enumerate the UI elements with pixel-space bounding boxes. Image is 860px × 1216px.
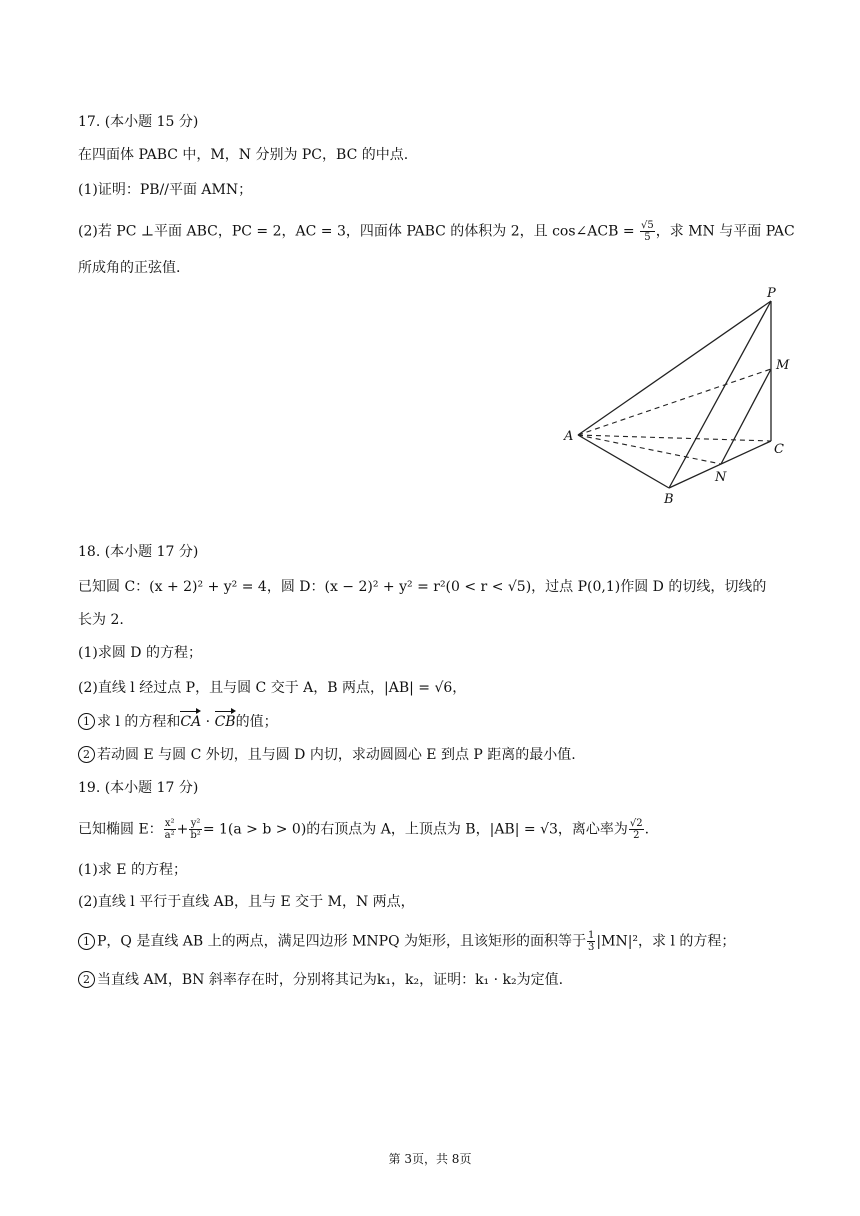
- q17-part2: [78, 220, 795, 243]
- q17-header: 17. (本小题 15 分): [78, 114, 199, 130]
- label-b: B: [664, 492, 674, 507]
- fraction-x2-a2: [164, 818, 176, 841]
- label-c: C: [774, 442, 784, 457]
- q18-line1: 已知圆 C：(x + 2)² + y² = 4，圆 D：(x − 2)² + y² = r²(0 < r < √5)，过点 P(0,1)作圆 D 的切线，切线的: [78, 579, 767, 595]
- q17-part2-text-b: ，求 MN 与平面 PAC: [655, 223, 795, 240]
- q18-line2: 长为 2.: [78, 612, 124, 628]
- frac4-num: 1: [588, 930, 595, 941]
- q19-sub2-text: 当直线 AM，BN 斜率存在时，分别将其记为k₁，k₂，证明：k₁ · k₂为定值.: [97, 972, 564, 988]
- frac2-num: y²: [190, 818, 201, 829]
- frac2-den: b²: [190, 830, 201, 841]
- segment-an-dashed: [578, 435, 721, 464]
- q19-line1: [78, 818, 649, 841]
- frac1-den: a²: [164, 830, 175, 841]
- q19-sub1-text-b: |MN|²，求 l 的方程；: [596, 933, 736, 950]
- frac3-num: √2: [629, 818, 643, 829]
- q17-cos-fraction: [640, 220, 655, 243]
- q18-sub1: [78, 712, 278, 732]
- fraction-eccentricity: [629, 818, 644, 841]
- q19-sub1: [78, 930, 735, 953]
- frac1-num: x²: [164, 818, 175, 829]
- q19-part2: (2)直线 l 平行于直线 AB，且与 E 交于 M，N 两点，: [78, 894, 415, 910]
- q18-part1: (1)求圆 D 的方程；: [78, 645, 202, 661]
- label-m: M: [776, 358, 790, 373]
- q18-dot: ·: [201, 714, 215, 730]
- q18-part2: (2)直线 l 经过点 P，且与圆 C 交于 A，B 两点，|AB| = √6，: [78, 680, 467, 696]
- circled-number-1: 1: [78, 933, 95, 950]
- frac3-den: 2: [633, 830, 640, 841]
- q19-part1: (1)求 E 的方程；: [78, 862, 187, 878]
- fraction-y2-b2: [189, 818, 201, 841]
- plus-sign: +: [176, 821, 189, 838]
- q19-line1-text-c: .: [644, 821, 650, 838]
- fraction-one-third: [587, 930, 595, 953]
- vector-ca: CA: [180, 714, 202, 730]
- q19-header: 19. (本小题 17 分): [78, 780, 199, 796]
- edge-ap: [578, 301, 771, 435]
- q17-part2-cont: 所成角的正弦值.: [78, 260, 181, 276]
- q17-cos-num: √5: [641, 220, 654, 231]
- q18-sub2-text: 若动圆 E 与圆 C 外切，且与圆 D 内切，求动圆圆心 E 到点 P 距离的最小值.: [97, 747, 576, 763]
- q18-sub1-text-b: 的值；: [235, 714, 278, 730]
- q19-line1-text-a: 已知椭圆 E：: [78, 821, 163, 838]
- q17-part2-text-a: (2)若 PC ⊥平面 ABC，PC = 2，AC = 3，四面体 PABC 的体积为 2，且 cos∠ACB =: [78, 223, 635, 240]
- frac4-den: 3: [588, 942, 595, 953]
- q17-cos-den: 5: [644, 232, 651, 243]
- q17-intro: 在四面体 PABC 中，M，N 分别为 PC，BC 的中点.: [78, 147, 409, 163]
- edge-pb: [669, 301, 771, 488]
- edge-ab: [578, 435, 669, 488]
- circled-number-1: 1: [78, 713, 95, 730]
- page-footer: 第 3页，共 8页: [388, 1152, 472, 1166]
- label-n: N: [715, 470, 727, 485]
- q19-sub2: [78, 970, 563, 990]
- circled-number-2: 2: [78, 746, 95, 763]
- tetrahedron-figure: [555, 278, 795, 510]
- q17-part1: (1)证明：PB//平面 AMN；: [78, 182, 253, 198]
- label-a: A: [564, 429, 574, 444]
- segment-mn: [721, 369, 771, 464]
- q19-sub1-text-a: P，Q 是直线 AB 上的两点，满足四边形 MNPQ 为矩形，且该矩形的面积等于: [97, 933, 587, 950]
- edge-ac-dashed: [578, 435, 771, 441]
- vector-cb: CB: [214, 714, 236, 730]
- label-p: P: [767, 286, 776, 301]
- q18-sub2: [78, 745, 576, 765]
- circled-number-2: 2: [78, 971, 95, 988]
- q18-sub1-text-a: 求 l 的方程和: [97, 714, 181, 730]
- q18-header: 18. (本小题 17 分): [78, 544, 199, 560]
- q19-line1-text-b: = 1(a > b > 0)的右顶点为 A，上顶点为 B，|AB| = √3，离心率为: [202, 821, 628, 838]
